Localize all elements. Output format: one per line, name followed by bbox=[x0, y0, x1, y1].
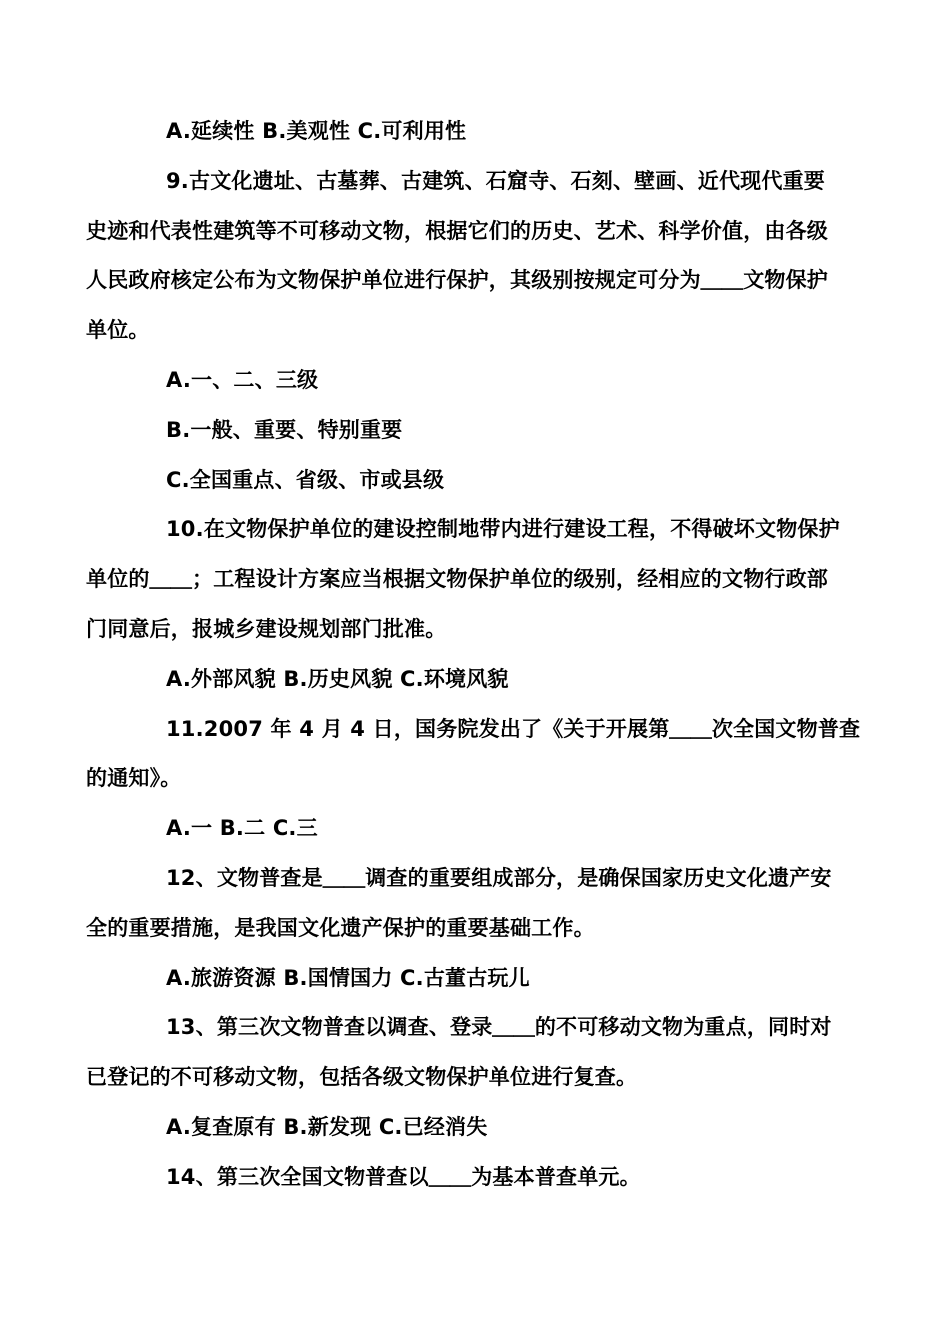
q9-option-c: C.全国重点、省级、市或县级 bbox=[166, 467, 445, 492]
q8-options: A.延续性 B.美观性 C.可利用性 bbox=[166, 119, 467, 143]
q9-option-a: A.一、二、三级 bbox=[166, 367, 319, 392]
q11-text-line-1: 11.2007 年 4 月 4 日，国务院发出了《关于开展第＿＿次全国文物普查 bbox=[166, 716, 861, 741]
q11-options: A.一 B.二 C.三 bbox=[166, 816, 318, 841]
q13-text-line-1: 13、第三次文物普查以调查、登录＿＿的不可移动文物为重点，同时对 bbox=[166, 1015, 832, 1040]
q12-options: A.旅游资源 B.国情国力 C.古董古玩儿 bbox=[166, 965, 530, 990]
q10-text-line-2: 单位的＿＿；工程设计方案应当根据文物保护单位的级别，经相应的文物行政部 bbox=[86, 567, 828, 592]
q12-text-line-2: 全的重要措施，是我国文化遗产保护的重要基础工作。 bbox=[86, 915, 595, 940]
q10-text-line-3: 门同意后，报城乡建设规划部门批准。 bbox=[86, 616, 447, 641]
q12-text-line-1: 12、文物普查是＿＿调查的重要组成部分，是确保国家历史文化遗产安 bbox=[166, 865, 832, 890]
q9-option-b: B.一般、重要、特别重要 bbox=[166, 417, 403, 442]
q9-text-line-2: 史迹和代表性建筑等不可移动文物，根据它们的历史、艺术、科学价值，由各级 bbox=[86, 218, 828, 243]
document-body bbox=[86, 107, 864, 1203]
q9-text-line-4: 单位。 bbox=[86, 318, 150, 343]
q13-options: A.复查原有 B.新发现 C.已经消失 bbox=[166, 1114, 488, 1139]
q9-text-line-1: 9.古文化遗址、古墓葬、古建筑、石窟寺、石刻、壁画、近代现代重要 bbox=[166, 168, 825, 193]
q13-text-line-2: 已登记的不可移动文物，包括各级文物保护单位进行复查。 bbox=[86, 1065, 638, 1090]
q9-text-line-3: 人民政府核定公布为文物保护单位进行保护，其级别按规定可分为＿＿文物保护 bbox=[86, 268, 828, 293]
q11-text-line-2: 的通知》。 bbox=[86, 766, 182, 791]
q10-options: A.外部风貌 B.历史风貌 C.环境风貌 bbox=[166, 666, 509, 691]
q14-text-line-1: 14、第三次全国文物普查以＿＿为基本普查单元。 bbox=[166, 1164, 641, 1189]
q10-text-line-1: 10.在文物保护单位的建设控制地带内进行建设工程，不得破坏文物保护 bbox=[166, 517, 840, 542]
